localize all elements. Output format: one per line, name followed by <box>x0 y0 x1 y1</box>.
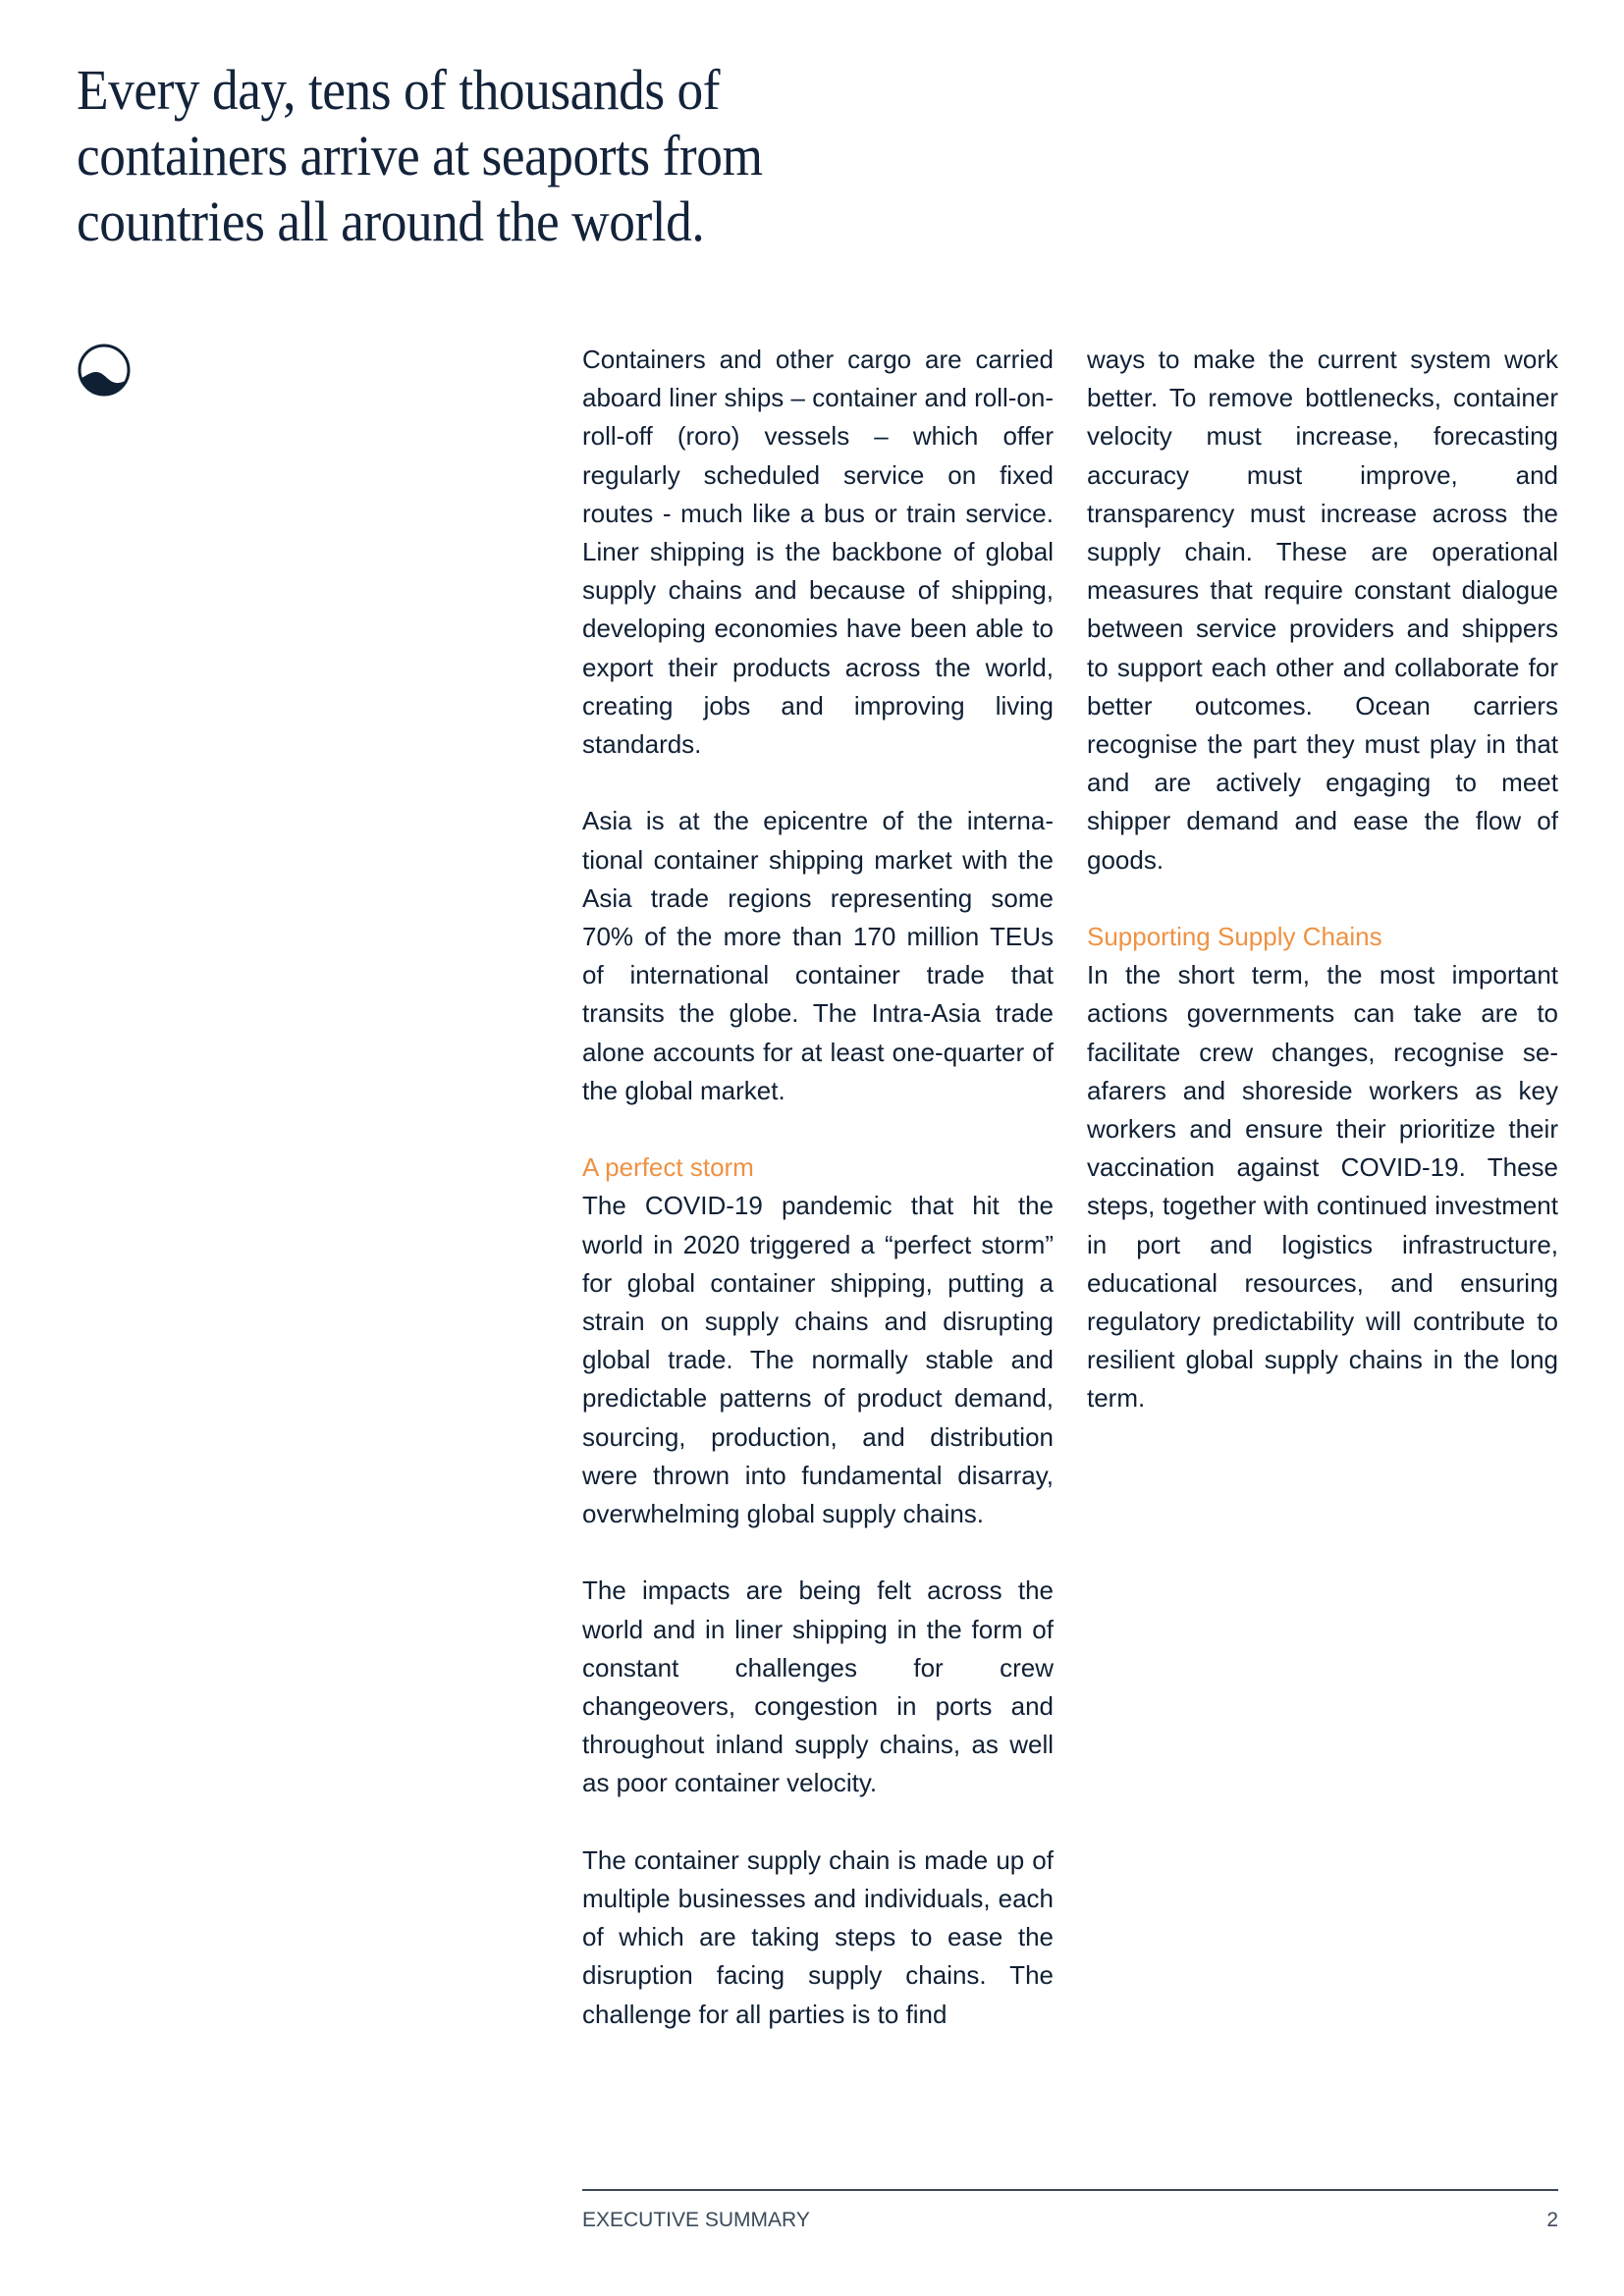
page-title <box>77 57 890 254</box>
paragraph-supply-chain-parties: The container supply chain is made up of multiple businesses and individuals, each of which are taking steps to ease the disruption facing supply chains. The challenge for all parties is to find <box>582 1844 1054 2029</box>
paragraph-government-actions: In the short term, the most important actions governments can take are to facilitate crew changes, recognise seafarers and shoreside workers as key workers and ensure their prioritize their vaccination against COVID-19. These steps, together with continued investment in port and logistics infrastructure, educational resources, and ensuring regulatory predictability will contribute to resilient global supply chains in the long term. <box>1087 960 1558 1414</box>
paragraph-impacts-felt: The impacts are being felt across the world and in liner shipping in the form of constant challenges for crew changeovers, congestion in ports and throughout inland supply chains, as well as poor container velocity. <box>582 1575 1054 1798</box>
section-heading-supporting-supply-chains: Supporting Supply Chains <box>1087 922 1382 952</box>
paragraph-system-improvement: ways to make the current system work better. To remove bottlenecks, container velocity must increase, forecasting accuracy must improve, and transparency must increase across the supply chain. These are operational measures that require constant dialogue between service providers and shippers to support each other and collaborate for better outcomes. Ocean carriers recognise the part they must play in that and are actively engaging to meet shipper demand and ease the flow of goods. <box>1087 345 1558 875</box>
wave-circle-icon <box>77 343 132 398</box>
title-line-3: countries all around the world. <box>77 189 705 253</box>
paragraph-asia-market: Asia is at the epicentre of the international container shipping market with the Asia trade regions representing some 70% of the more than 170 million TEUs of international container trade that transits the globe. The Intra-Asia trade alone accounts for at least one-quarter of the global market. <box>582 806 1054 1105</box>
page-number: 2 <box>1546 2209 1558 2231</box>
left-column <box>582 341 1054 2034</box>
paragraph-covid-impact: The COVID-19 pandemic that hit the world in 2020 triggered a “perfect storm” for global container shipping, putting a strain on supply chains and disrupting global trade. The normally stable and predictable patterns of product demand, sourcing, production, and distribution were thrown into fundamental disarray, overwhelming global supply chains. <box>582 1191 1054 1529</box>
footer-section-label: EXECUTIVE SUMMARY <box>582 2209 810 2231</box>
paragraph-liner-ships: Containers and other cargo are carried aboard liner ships – container and roll-on-roll-off (roro) vessels – which offer regularly scheduled service on fixed routes - much like a bus or train service. Liner shipping is the backbone of global supply chains and because of shipping, developing economies have been able to export their products across the world, creating jobs and improving living standards. <box>582 345 1054 760</box>
right-column <box>1087 341 1558 1418</box>
footer-divider <box>582 2189 1558 2191</box>
section-heading-perfect-storm: A perfect storm <box>582 1152 754 1183</box>
title-line-2: containers arrive at seaports from <box>77 124 763 187</box>
title-line-1: Every day, tens of thousands of <box>77 58 721 122</box>
